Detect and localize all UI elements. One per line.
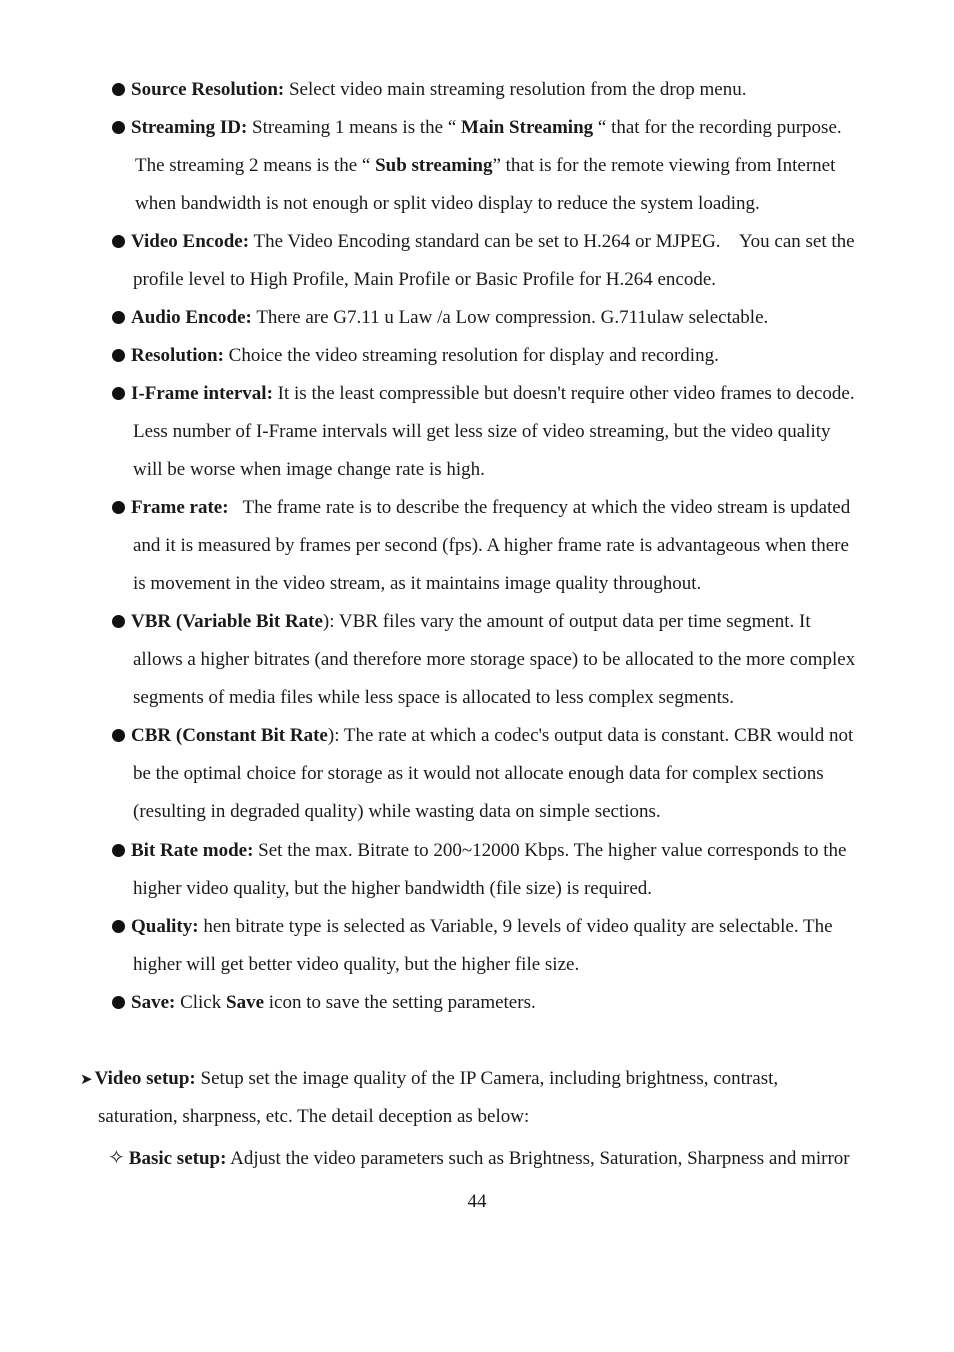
section-label: Video setup: xyxy=(94,1068,196,1089)
section-text: saturation, sharpness, etc. The detail deception as below: xyxy=(98,1106,530,1127)
term-emphasis: Main Streaming xyxy=(461,117,594,138)
term-text: The frame rate is to describe the frequency at which the video stream is updated xyxy=(228,497,851,518)
term-text: Select video main streaming resolution from the drop menu. xyxy=(288,79,747,100)
bullet-dot-icon xyxy=(112,121,125,134)
arrow-right-icon: ➤ xyxy=(80,1070,93,1088)
term-label: Video Encode: xyxy=(131,231,250,252)
bullet-video-encode xyxy=(112,223,872,299)
term-label: Audio Encode: xyxy=(131,307,252,328)
term-text: higher video quality, but the higher bandwidth (file size) is required. xyxy=(133,878,653,899)
bullet-dot-icon xyxy=(112,996,125,1009)
bullet-dot-icon xyxy=(112,501,125,514)
term-text: Set the max. Bitrate to 200~12000 Kbps. The higher value corresponds to the xyxy=(258,840,847,861)
bullet-dot-icon xyxy=(112,920,125,933)
bullet-dot-icon xyxy=(112,729,125,742)
term-label: I-Frame interval: xyxy=(131,383,273,404)
page-number: 44 xyxy=(467,1191,487,1212)
term-text: There are G7.11 u Law /a Low compression. G.711ulaw selectable. xyxy=(256,307,769,328)
term-label: Frame rate: xyxy=(131,497,229,518)
term-label: VBR (Variable Bit Rate xyxy=(131,611,323,632)
term-text: It is the least compressible but doesn't require other video frames to decode. xyxy=(277,383,855,404)
term-text: icon to save the setting parameters. xyxy=(264,992,536,1013)
term-text: Choice the video streaming resolution for display and recording. xyxy=(228,345,719,366)
term-text: Click xyxy=(180,992,226,1013)
bullet-dot-icon xyxy=(112,615,125,628)
bullet-streaming-id xyxy=(112,109,872,223)
bullet-quality xyxy=(112,908,872,984)
term-text: ” that is for the remote viewing from Internet xyxy=(492,155,836,176)
term-text: : VBR files vary the amount of output data per time segment. It xyxy=(329,611,811,632)
bullet-dot-icon xyxy=(112,387,125,400)
term-text: and it is measured by frames per second (fps). A higher frame rate is advantageous when there xyxy=(133,535,849,556)
bullet-dot-icon xyxy=(112,83,125,96)
bullet-dot-icon xyxy=(112,844,125,857)
bullet-frame-rate xyxy=(112,489,872,603)
term-text: will be worse when image change rate is high. xyxy=(133,459,485,480)
bullet-dot-icon xyxy=(112,349,125,362)
term-text: Streaming 1 means is the “ xyxy=(252,117,462,138)
term-label: Bit Rate mode: xyxy=(131,840,254,861)
bullet-vbr xyxy=(112,603,872,717)
term-label: Source Resolution: xyxy=(131,79,285,100)
term-text: is movement in the video stream, as it maintains image quality throughout. xyxy=(133,573,702,594)
bullet-source-resolution xyxy=(112,71,872,109)
bullet-dot-icon xyxy=(112,235,125,248)
bullet-save xyxy=(112,984,872,1022)
term-text: segments of media files while less space is allocated to less complex segments. xyxy=(133,687,734,708)
term-text: : The rate at which a codec's output data is constant. CBR would not xyxy=(334,725,854,746)
term-text: higher will get better video quality, but the higher file size. xyxy=(133,954,580,975)
subsection-text: Adjust the video parameters such as Brightness, Saturation, Sharpness and mirror xyxy=(230,1148,850,1169)
term-label-tail: ) xyxy=(322,611,330,632)
subsection-basic-setup xyxy=(108,1138,888,1176)
term-text: be the optimal choice for storage as it would not allocate enough data for complex sections xyxy=(133,763,824,784)
term-text: The streaming 2 means is the “ xyxy=(135,155,376,176)
term-label-tail: ) xyxy=(327,725,335,746)
bullet-audio-encode xyxy=(112,299,872,337)
term-emphasis: Save xyxy=(226,992,264,1013)
term-text: “ that for the recording purpose. xyxy=(593,117,842,138)
term-label: CBR (Constant Bit Rate xyxy=(131,725,328,746)
term-text: (resulting in degraded quality) while wasting data on simple sections. xyxy=(133,801,661,822)
bullet-cbr xyxy=(112,717,872,831)
bullet-bit-rate-mode xyxy=(112,832,872,908)
section-video-setup xyxy=(80,1060,880,1136)
term-text: hen bitrate type is selected as Variable, 9 levels of video quality are selectable. The xyxy=(203,916,833,937)
term-label: Streaming ID: xyxy=(131,117,248,138)
term-emphasis: Sub streaming xyxy=(375,155,493,176)
bullet-dot-icon xyxy=(112,311,125,324)
bullet-iframe-interval xyxy=(112,375,872,489)
term-text: Less number of I-Frame intervals will get less size of video streaming, but the video quality xyxy=(133,421,831,442)
term-text: profile level to High Profile, Main Profile or Basic Profile for H.264 encode. xyxy=(133,269,717,290)
four-point-star-icon: ✧ xyxy=(108,1145,125,1169)
term-text: when bandwidth is not enough or split video display to reduce the system loading. xyxy=(135,193,760,214)
term-text: The Video Encoding standard can be set to H.264 or MJPEG. You can set the xyxy=(253,231,855,252)
term-label: Resolution: xyxy=(131,345,224,366)
bullet-resolution xyxy=(112,337,872,375)
term-label: Quality: xyxy=(131,916,199,937)
subsection-label: Basic setup: xyxy=(128,1148,227,1169)
section-text: Setup set the image quality of the IP Camera, including brightness, contrast, xyxy=(200,1068,779,1089)
term-text: allows a higher bitrates (and therefore more storage space) to be allocated to the more complex xyxy=(133,649,856,670)
term-label: Save: xyxy=(131,992,176,1013)
